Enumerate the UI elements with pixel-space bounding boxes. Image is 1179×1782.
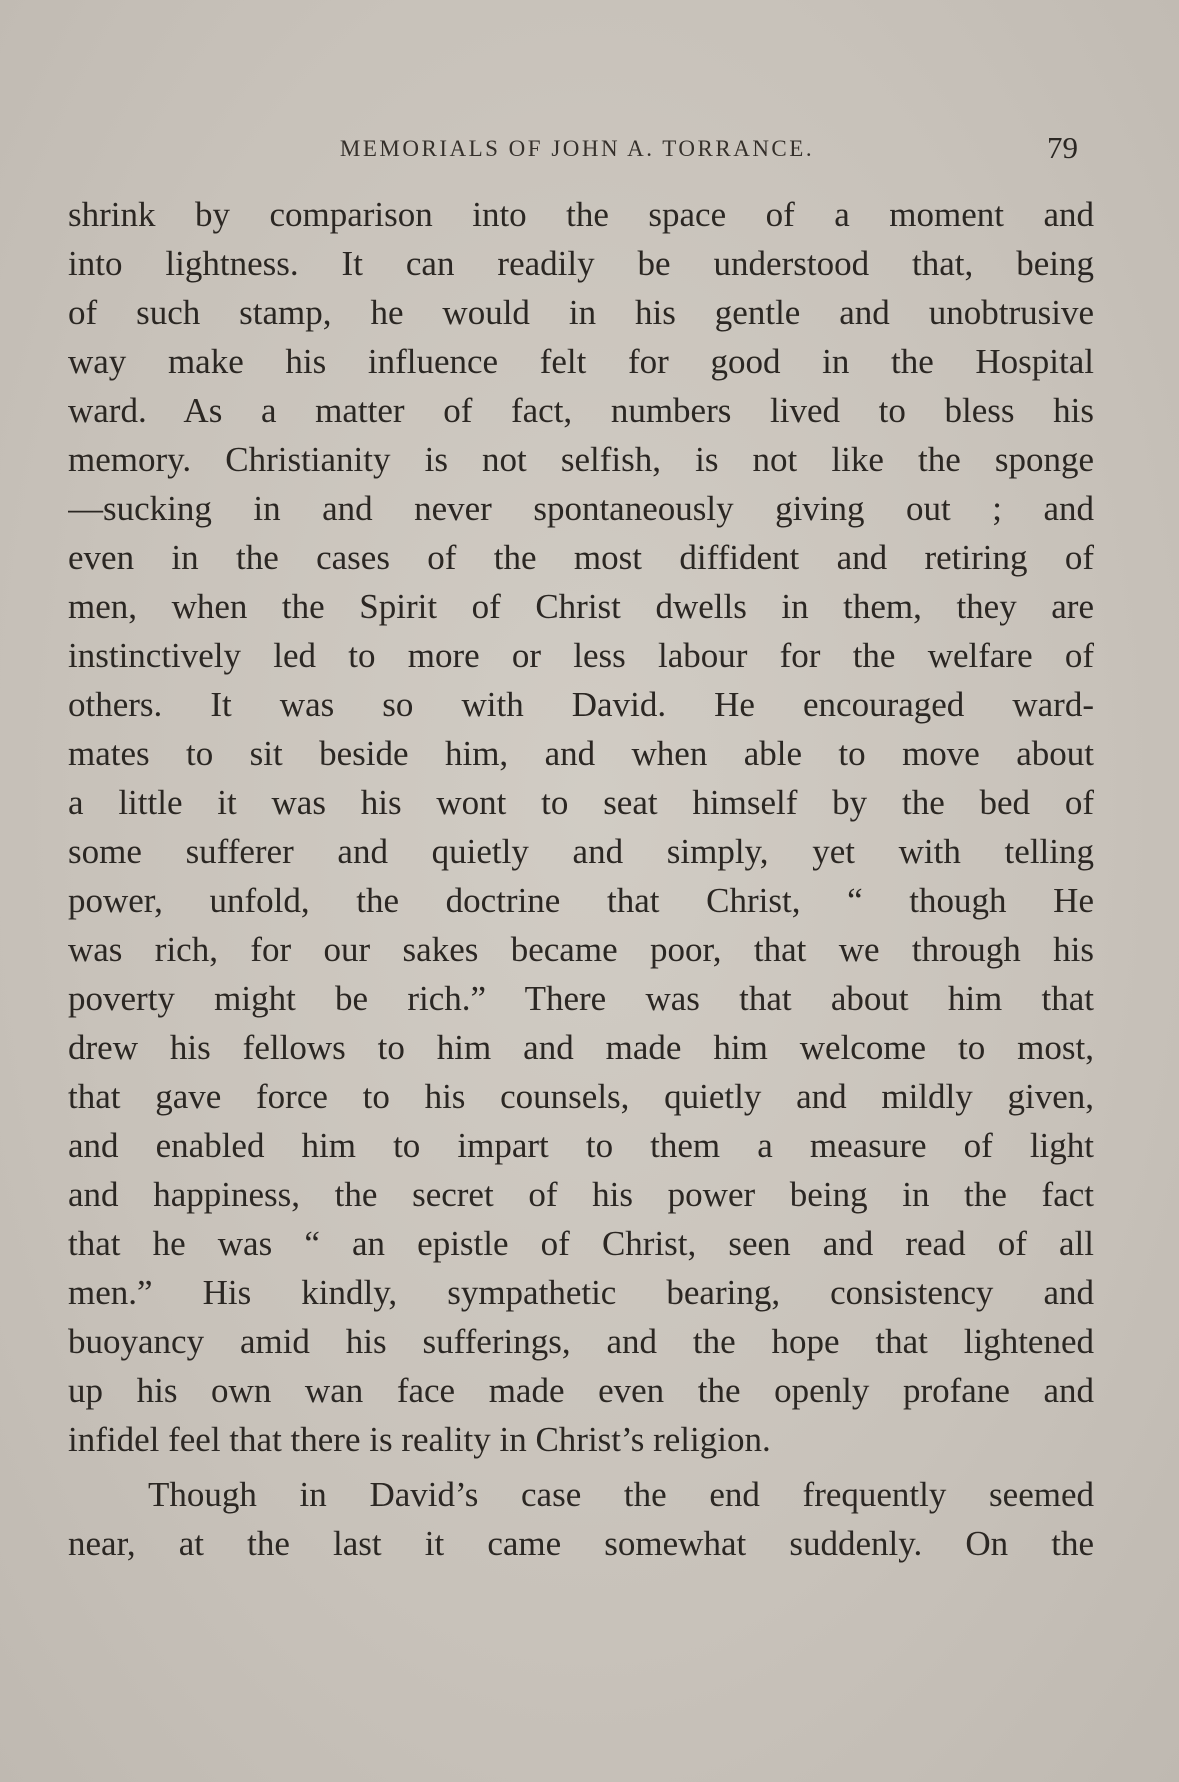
page-number: 79 [1047,130,1078,165]
running-title: MEMORIALS OF JOHN A. TORRANCE. [339,136,815,161]
text-line: shrink by comparison into the space of a moment and [68,195,1094,234]
text-line: poverty might be rich.” There was that about him that [68,979,1094,1018]
running-head [68,130,1086,170]
text-line: near, at the last it came somewhat suddenly. On the [68,1524,1094,1563]
text-line: a little it was his wont to seat himself by the bed of [68,783,1094,822]
text-line: of such stamp, he would in his gentle and unobtrusive [68,293,1094,332]
text-line: infidel feel that there is reality in Christ’s religion. [68,1420,771,1459]
text-line: ward. As a matter of fact, numbers lived to bless his [68,391,1094,430]
paragraph-1 [68,190,1094,1464]
text-line: drew his fellows to him and made him welcome to most, [68,1028,1094,1067]
text-line: some sufferer and quietly and simply, yet with telling [68,832,1094,871]
text-line: even in the cases of the most diffident and retiring of [68,538,1094,577]
text-line: others. It was so with David. He encouraged ward- [68,685,1094,724]
text-line: instinctively led to more or less labour for the welfare of [68,636,1094,675]
text-line: mates to sit beside him, and when able to move about [68,734,1094,773]
text-line: memory. Christianity is not selfish, is not like the sponge [68,440,1094,479]
text-line: and enabled him to impart to them a measure of light [68,1126,1094,1165]
text-line: buoyancy amid his sufferings, and the hope that lightened [68,1322,1094,1361]
text-line: that gave force to his counsels, quietly and mildly given, [68,1077,1094,1116]
text-line: that he was “ an epistle of Christ, seen and read of all [68,1224,1094,1263]
text-line: men.” His kindly, sympathetic bearing, consistency and [68,1273,1094,1312]
text-line: and happiness, the secret of his power being in the fact [68,1175,1094,1214]
text-line: Though in David’s case the end frequently seemed [148,1475,1094,1514]
text-line: power, unfold, the doctrine that Christ, “ though He [68,881,1094,920]
text-line: was rich, for our sakes became poor, that we through his [68,930,1094,969]
text-line: up his own wan face made even the openly profane and [68,1371,1094,1410]
text-line: into lightness. It can readily be understood that, being [68,244,1094,283]
text-line: —sucking in and never spontaneously giving out ; and [68,489,1094,528]
paragraph-2 [68,1470,1094,1568]
text-line: way make his influence felt for good in the Hospital [68,342,1094,381]
body-text [68,190,1094,1568]
text-line: men, when the Spirit of Christ dwells in them, they are [68,587,1094,626]
